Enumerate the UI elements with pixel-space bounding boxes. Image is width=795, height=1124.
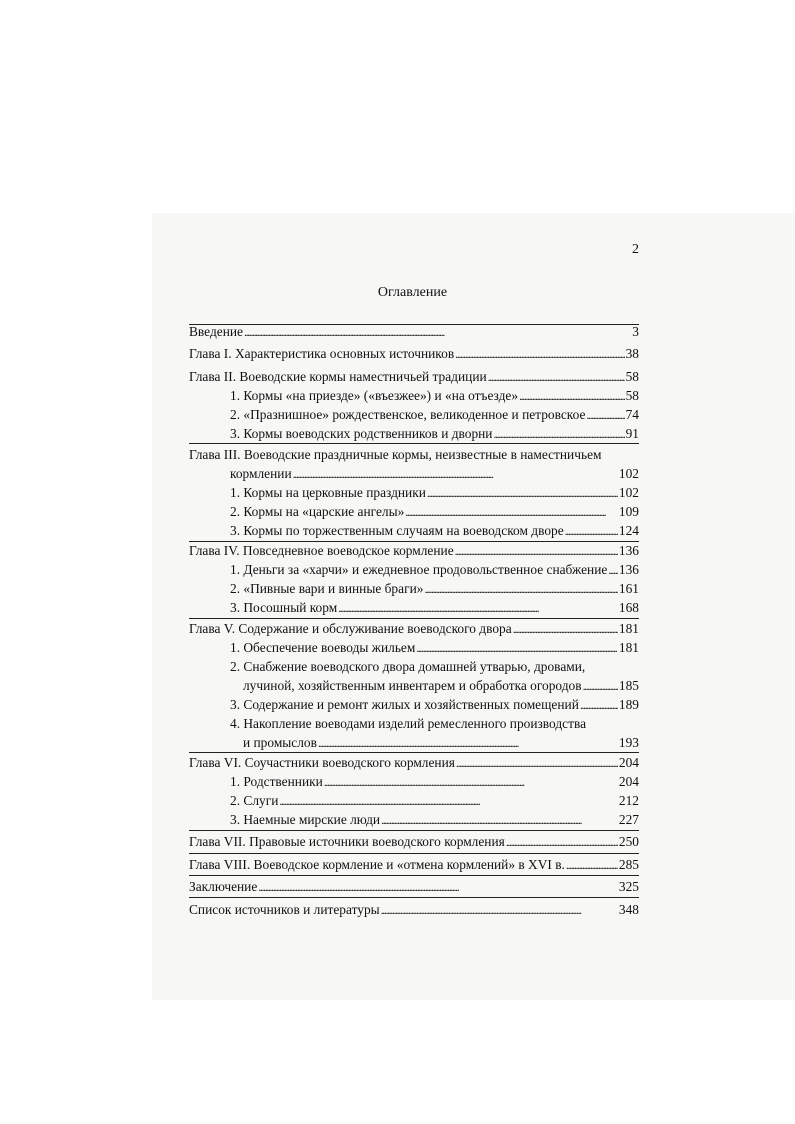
- toc-page: 250: [618, 834, 639, 849]
- toc-page: 102: [618, 466, 639, 481]
- toc-entry-ch2[interactable]: Глава II. Воеводские кормы наместничьей традиции . . . 58: [189, 367, 639, 386]
- toc-rule: [189, 875, 639, 876]
- page-number: 2: [632, 242, 639, 257]
- toc-page: 181: [618, 640, 639, 655]
- toc-entry-ch2-1[interactable]: 1. Кормы «на приезде» («въезжее») и «на отъезде» . . . 58: [230, 386, 639, 405]
- toc-rule: [189, 443, 639, 444]
- toc-entry-ch6-2[interactable]: 2. Слуги . . . 212: [230, 791, 639, 810]
- toc-entry-ch5-2[interactable]: лучиной, хозяйственным инвентарем и обработка огородов . . . 185: [243, 676, 639, 695]
- toc-page: 181: [618, 621, 639, 636]
- toc-entry-ch4[interactable]: Глава IV. Повседневное воеводское кормление . . . 136: [189, 541, 639, 560]
- toc-entry-ch5-4-line1[interactable]: 4. Накопление воеводами изделий ремесленного производства: [230, 716, 587, 731]
- toc-entry-ch1[interactable]: Глава I. Характеристика основных источников . . . 38: [189, 344, 639, 363]
- toc-entry-ch5-2-line1[interactable]: 2. Снабжение воеводского двора домашней утварью, дровами,: [230, 659, 586, 674]
- toc-entry-ch5-1[interactable]: 1. Обеспечение воеводы жильем . . . 181: [230, 638, 639, 657]
- toc-entry-sources[interactable]: Список источников и литературы . . . 348: [189, 900, 639, 919]
- toc-entry-ch3-1[interactable]: 1. Кормы на церковные праздники . . . 102: [230, 483, 639, 502]
- toc-page: 136: [618, 562, 639, 577]
- toc-entry-ch3[interactable]: кормлении . . . 102: [230, 464, 639, 483]
- toc-rule: [189, 853, 639, 854]
- toc-entry-ch2-2[interactable]: 2. «Празнишное» рождественское, великоденное и петровское . . . 74: [230, 405, 639, 424]
- toc-entry-intro[interactable]: Введение . . . 3: [189, 322, 639, 341]
- toc-page: 348: [618, 902, 639, 917]
- toc-page: 168: [618, 600, 639, 615]
- toc-page: 212: [618, 793, 639, 808]
- toc-page: 102: [618, 485, 639, 500]
- toc-page: 91: [625, 426, 639, 441]
- toc-entry-ch6-1[interactable]: 1. Родственники . . . 204: [230, 772, 639, 791]
- toc-page: 325: [618, 879, 639, 894]
- toc-entry-ch6[interactable]: Глава VI. Соучастники воеводского кормления . . . 204: [189, 753, 639, 772]
- toc-entry-ch4-1[interactable]: 1. Деньги за «харчи» и ежедневное продовольственное снабжение . . . 136: [230, 560, 639, 579]
- toc-entry-ch5-3[interactable]: 3. Содержание и ремонт жилых и хозяйственных помещений . . . 189: [230, 695, 639, 714]
- toc-entry-ch3-3[interactable]: 3. Кормы по торжественным случаям на воеводском дворе . . . 124: [230, 521, 639, 540]
- toc-entry-ch4-2[interactable]: 2. «Пивные вари и винные браги» . . . 161: [230, 579, 639, 598]
- toc-page: 136: [618, 543, 639, 558]
- toc-page: 38: [625, 346, 639, 361]
- toc-entry-ch5-4[interactable]: и промыслов . . . 193: [243, 733, 639, 752]
- toc-entry-ch7[interactable]: Глава VII. Правовые источники воеводского кормления . . . 250: [189, 832, 639, 851]
- toc-entry-ch8[interactable]: Глава VIII. Воеводское кормление и «отмена кормлений» в XVI в. . . . 285: [189, 855, 639, 874]
- toc-page: 204: [618, 774, 639, 789]
- toc-entry-conclusion[interactable]: Заключение . . . 325: [189, 877, 639, 896]
- toc-entry-ch3-line1[interactable]: Глава III. Воеводские праздничные кормы, неизвестные в наместничьем: [189, 447, 602, 462]
- toc-entry-ch6-3[interactable]: 3. Наемные мирские люди . . . 227: [230, 810, 639, 829]
- toc-page: 3: [632, 324, 639, 339]
- toc-page: 227: [618, 812, 639, 827]
- toc-entry-ch2-3[interactable]: 3. Кормы воеводских родственников и дворни . . . 91: [230, 424, 639, 443]
- toc-entry-ch4-3[interactable]: 3. Посошный корм . . . 168: [230, 598, 639, 617]
- toc-rule: [189, 897, 639, 898]
- toc-page: 204: [618, 755, 639, 770]
- toc-page: 185: [618, 678, 639, 693]
- toc-page: 193: [618, 735, 639, 750]
- toc-page: 124: [618, 523, 639, 538]
- toc-page: 58: [625, 388, 639, 403]
- toc-page: 74: [625, 407, 639, 422]
- toc-rule: [189, 830, 639, 831]
- toc-page: 285: [618, 857, 639, 872]
- toc-title: Оглавление: [377, 285, 448, 300]
- toc-page: 161: [618, 581, 639, 596]
- toc-entry-ch5[interactable]: Глава V. Содержание и обслуживание воеводского двора . . . 181: [189, 619, 639, 638]
- toc-page: 189: [618, 697, 639, 712]
- toc-page: 58: [625, 369, 639, 384]
- toc-page: 109: [618, 504, 639, 519]
- toc-entry-ch3-2[interactable]: 2. Кормы на «царские ангелы» . . . 109: [230, 502, 639, 521]
